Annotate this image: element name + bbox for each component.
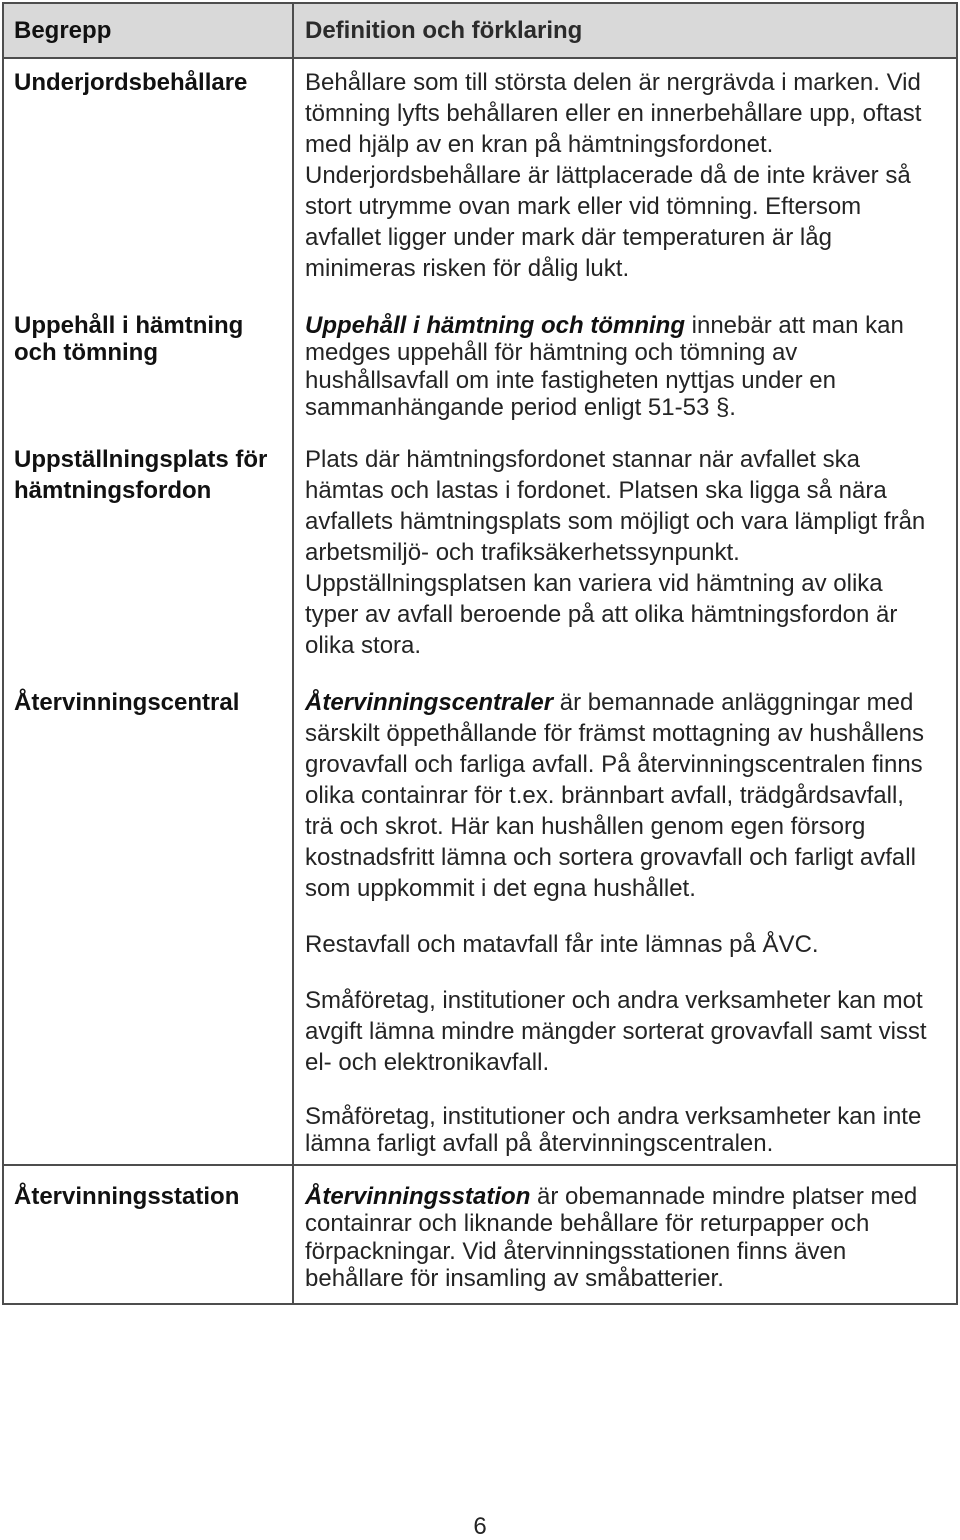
term-cell	[4, 1166, 292, 1303]
term-label: Återvinningsstation	[14, 1183, 240, 1210]
definition-line: förpackningar. Vid återvinningsstationen finns även	[305, 1237, 847, 1265]
definition-line: tömning lyfts behållaren eller en innerbehållare upp, oftast	[305, 100, 922, 127]
definition-line: Restavfall och matavfall får inte lämnas på ÅVC.	[305, 931, 819, 958]
row-uppstallningsplats	[4, 437, 956, 672]
definition-line-text: är obemannade mindre platser med	[537, 1183, 918, 1210]
term-cell	[4, 437, 292, 672]
definition-line: lämna farligt avfall på återvinningscentralen.	[305, 1130, 774, 1158]
definition-line: Behållare som till största delen är nergrävda i marken. Vid	[305, 69, 921, 96]
column-header-term: Begrepp	[14, 17, 112, 44]
definition-paragraph	[305, 1103, 956, 1158]
table-header-row	[4, 4, 956, 59]
term-cell	[4, 672, 292, 1164]
definition-paragraph	[305, 687, 956, 904]
definition-line-text: innebär att man kan	[691, 312, 904, 339]
term-label: hämtningsfordon	[14, 477, 212, 504]
row-atervinningsstation	[4, 1164, 956, 1303]
definition-line: minimeras risken för dålig lukt.	[305, 255, 630, 282]
definition-line	[305, 312, 956, 339]
definition-cell	[292, 1166, 956, 1303]
definition-line: containrar och liknande behållare för returpapper och	[305, 1210, 870, 1238]
definition-line: hushållsavfall om inte fastigheten nyttjas under en	[305, 366, 836, 394]
definition-line: trä och skrot. Här kan hushållen genom egen försorg	[305, 813, 866, 840]
definition-cell	[292, 437, 956, 672]
definition-line: arbetsmiljö- och trafiksäkerhetssynpunkt.	[305, 539, 740, 566]
definition-line: Småföretag, institutioner och andra verksamheter kan inte	[305, 1103, 922, 1130]
defined-term-emphasis: Återvinningsstation	[305, 1183, 531, 1210]
definition-line: olika stora.	[305, 632, 422, 659]
term-label: och tömning	[14, 339, 158, 367]
page-number: 6	[473, 1513, 487, 1540]
definition-line: avfallet ligger under mark där temperaturen är låg	[305, 224, 832, 251]
definition-line: Småföretag, institutioner och andra verksamheter kan mot	[305, 987, 923, 1014]
defined-term-emphasis: Återvinningscentraler	[305, 689, 554, 716]
row-underjordsbehallare	[4, 59, 956, 297]
definition-line	[305, 687, 956, 718]
definition-paragraph	[305, 929, 956, 960]
term-label: Underjordsbehållare	[14, 69, 248, 96]
term-cell	[4, 59, 292, 297]
definition-cell	[292, 59, 956, 297]
definition-line: sammanhängande period enligt 51-53 §.	[305, 393, 736, 421]
definition-line: stort utrymme ovan mark eller vid tömning. Eftersom	[305, 193, 862, 220]
definition-line: typer av avfall beroende på att olika hämtningsfordon är	[305, 601, 898, 628]
definition-line: grovavfall och farliga avfall. På återvinningscentralen finns	[305, 751, 923, 778]
term-label: Återvinningscentral	[14, 689, 240, 716]
definition-paragraph	[305, 1183, 956, 1292]
definition-cell	[292, 297, 956, 437]
term-cell	[4, 297, 292, 437]
definition-line	[305, 1183, 956, 1210]
definition-line-text: är bemannade anläggningar med	[559, 689, 914, 716]
definition-cell	[292, 672, 956, 1164]
definition-line: med hjälp av en kran på hämtningsfordonet.	[305, 131, 774, 158]
definition-line: Plats där hämtningsfordonet stannar när avfallet ska	[305, 446, 860, 473]
definition-line: särskilt öppethållande för främst mottagning av hushållens	[305, 720, 925, 747]
definition-line: avfallets hämtningsplats som möjligt och vara lämpligt från	[305, 508, 926, 535]
definitions-table	[2, 2, 958, 1305]
term-label: Uppehåll i hämtning	[14, 312, 244, 339]
definition-line: behållare för insamling av småbatterier.	[305, 1264, 724, 1292]
defined-term-emphasis: Uppehåll i hämtning och tömning	[305, 312, 685, 339]
definition-line: Underjordsbehållare är lättplacerade då de inte kräver så	[305, 162, 911, 189]
definition-line: hämtas och lastas i fordonet. Platsen ska ligga så nära	[305, 477, 887, 504]
row-uppehall-i-hamtning	[4, 297, 956, 437]
definition-paragraph	[305, 444, 956, 661]
definition-line: avgift lämna mindre mängder sorterat grovavfall samt visst	[305, 1018, 927, 1045]
definition-line: medges uppehåll för hämtning och tömning av	[305, 339, 798, 367]
definition-line: Uppställningsplatsen kan variera vid hämtning av olika	[305, 570, 883, 597]
row-atervinningscentral	[4, 672, 956, 1164]
definition-paragraph	[305, 67, 956, 284]
term-label: Uppställningsplats för	[14, 446, 268, 473]
definition-line: el- och elektronikavfall.	[305, 1049, 550, 1076]
column-header-definition: Definition och förklaring	[292, 4, 956, 57]
definition-paragraph	[305, 985, 956, 1078]
definition-line: som uppkommit i det egna hushållet.	[305, 875, 696, 902]
definition-line: olika containrar för t.ex. brännbart avfall, trädgårdsavfall,	[305, 782, 904, 809]
definition-paragraph	[305, 312, 956, 421]
definition-line: kostnadsfritt lämna och sortera grovavfall och farligt avfall	[305, 844, 916, 871]
